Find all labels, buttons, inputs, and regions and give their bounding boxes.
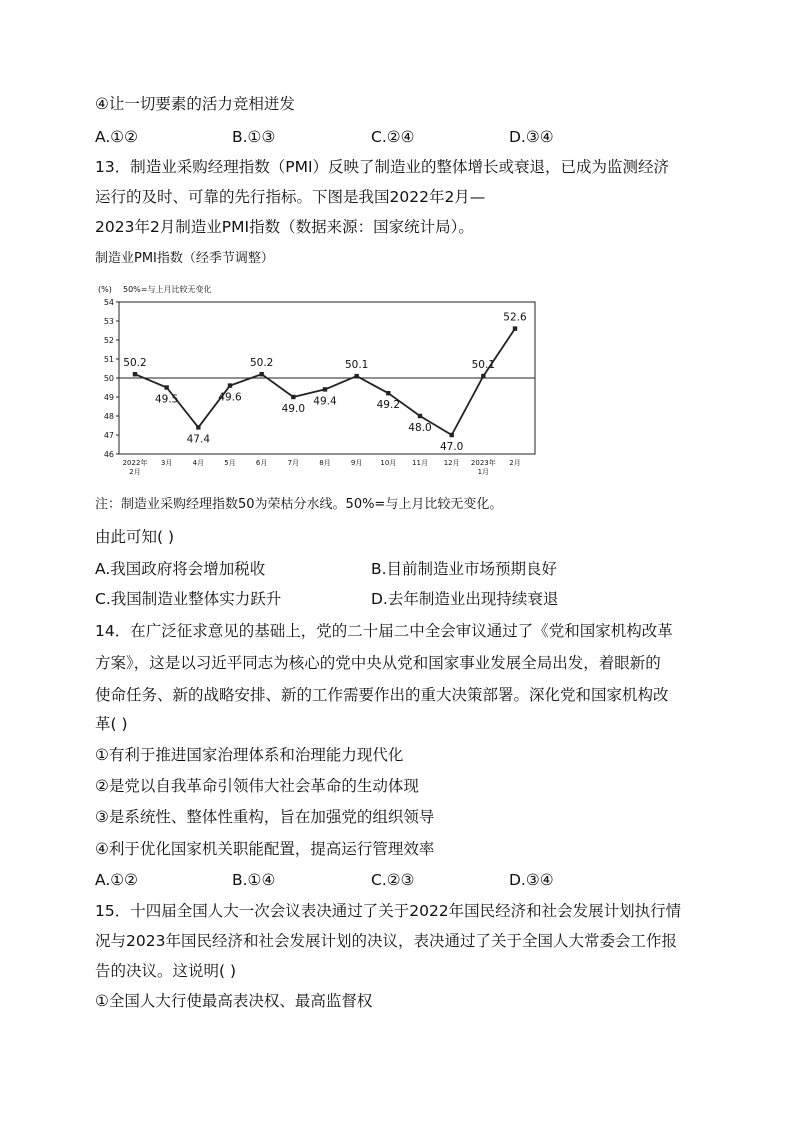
y-axis-unit-label: (%) bbox=[98, 285, 112, 294]
q15-stem-line-2: 况与2023年国民经济和社会发展计划的决议，表决通过了关于全国人大常委会工作报 bbox=[95, 932, 677, 950]
data-label: 47.4 bbox=[186, 433, 211, 446]
data-point bbox=[449, 433, 453, 437]
q13-prompt: 由此可知( ) bbox=[95, 528, 175, 546]
x-tick-label: 3月 bbox=[160, 459, 173, 467]
q14-stem-line-4: 革( ) bbox=[95, 715, 128, 733]
chart-title: 制造业PMI指数（经季节调整） bbox=[95, 251, 274, 266]
y-tick-label: 46 bbox=[103, 450, 114, 459]
y-tick-label: 51 bbox=[103, 355, 114, 364]
data-label: 49.6 bbox=[218, 391, 242, 404]
data-point bbox=[133, 372, 137, 376]
q12-option-a[interactable]: A.①② bbox=[95, 128, 139, 146]
y-tick-label: 50 bbox=[103, 374, 114, 383]
data-point bbox=[386, 391, 390, 395]
chart-note: 注：制造业采购经理指数50为荣枯分水线。50%=与上月比较无变化。 bbox=[95, 497, 503, 512]
q13-option-b[interactable]: B.目前制造业市场预期良好 bbox=[371, 560, 558, 578]
q13-stem-line-1: 13．制造业采购经理指数（PMI）反映了制造业的整体增长或衰退，已成为监测经济 bbox=[95, 158, 670, 176]
x-tick-label: 2月 bbox=[509, 459, 521, 467]
data-label: 47.0 bbox=[439, 441, 464, 453]
data-point bbox=[323, 387, 327, 391]
x-tick-label: 2022年 2月 bbox=[122, 459, 148, 476]
q14-item-3: ③是系统性、整体性重构，旨在加强党的组织领导 bbox=[95, 808, 435, 826]
q12-options bbox=[95, 126, 695, 148]
q14-stem-line-2: 方案》，这是以习近平同志为核心的党中央从党和国家事业发展全局出发，着眼新的 bbox=[95, 654, 661, 672]
pmi-line-chart bbox=[95, 278, 545, 488]
q12-option-b[interactable]: B.①③ bbox=[232, 128, 276, 146]
q13-option-a[interactable]: A.我国政府将会增加税收 bbox=[95, 560, 266, 578]
x-tick-label: 5月 bbox=[224, 459, 236, 467]
q15-stem-line-1: 15．十四届全国人大一次会议表决通过了关于2022年国民经济和社会发展计划执行情 bbox=[95, 902, 682, 920]
x-tick-label: 12月 bbox=[443, 459, 460, 467]
q14-item-2: ②是党以自我革命引领伟大社会革命的生动体现 bbox=[95, 777, 419, 795]
data-point bbox=[481, 374, 485, 378]
q14-option-b[interactable]: B.①④ bbox=[232, 871, 276, 889]
q12-item-4: ④让一切要素的活力竞相迸发 bbox=[95, 95, 295, 113]
data-label: 49.5 bbox=[154, 393, 179, 406]
q14-stem-line-1: 14．在广泛征求意见的基础上，党的二十届二中全会审议通过了《党和国家机构改革 bbox=[95, 622, 673, 640]
data-point bbox=[228, 383, 232, 387]
data-label: 50.1 bbox=[344, 359, 369, 372]
q12-option-d[interactable]: D.③④ bbox=[509, 128, 554, 146]
y-tick-label: 52 bbox=[103, 336, 114, 345]
q13-options-row-1 bbox=[95, 558, 695, 580]
chart-legend-note: 50%=与上月比较无变化 bbox=[123, 285, 212, 294]
y-tick-label: 54 bbox=[103, 298, 114, 307]
data-label: 50.2 bbox=[123, 357, 147, 370]
data-point bbox=[418, 414, 422, 418]
q14-option-c[interactable]: C.②③ bbox=[371, 871, 415, 889]
y-tick-label: 49 bbox=[103, 393, 114, 402]
data-label: 49.2 bbox=[376, 399, 401, 412]
data-label: 52.6 bbox=[503, 311, 527, 324]
y-tick-label: 47 bbox=[103, 431, 114, 440]
q13-options-row-2 bbox=[95, 588, 695, 610]
x-tick-label: 8月 bbox=[319, 459, 331, 467]
data-point bbox=[196, 425, 200, 429]
data-point bbox=[291, 395, 295, 399]
data-label: 48.0 bbox=[408, 422, 432, 434]
data-point bbox=[354, 374, 358, 378]
q14-options bbox=[95, 869, 695, 891]
x-tick-label: 4月 bbox=[192, 459, 205, 467]
x-tick-label: 10月 bbox=[380, 459, 397, 467]
q15-stem-line-3: 告的决议。这说明( ) bbox=[95, 962, 237, 980]
q13-stem-line-2: 运行的及时、可靠的先行指标。下图是我国2022年2月— bbox=[95, 188, 486, 206]
q13-option-d[interactable]: D.去年制造业出现持续衰退 bbox=[371, 590, 559, 608]
q14-item-1: ①有利于推进国家治理体系和治理能力现代化 bbox=[95, 746, 404, 764]
y-tick-label: 53 bbox=[103, 317, 114, 326]
q14-item-4: ④利于优化国家机关职能配置，提高运行管理效率 bbox=[95, 840, 435, 858]
q13-option-c[interactable]: C.我国制造业整体实力跃升 bbox=[95, 590, 282, 608]
data-point bbox=[164, 385, 168, 389]
data-label: 50.2 bbox=[249, 357, 274, 370]
x-tick-label: 11月 bbox=[412, 459, 428, 467]
q14-option-d[interactable]: D.③④ bbox=[509, 871, 554, 889]
q14-stem-line-3: 使命任务、新的战略安排、新的工作需要作出的重大决策部署。深化党和国家机构改 bbox=[95, 686, 669, 704]
pmi-series-line bbox=[135, 329, 515, 435]
x-tick-label: 2023年 1月 bbox=[470, 459, 496, 476]
data-point bbox=[513, 326, 517, 330]
q12-option-c[interactable]: C.②④ bbox=[371, 128, 415, 146]
q13-stem-line-3: 2023年2月制造业PMI指数（数据来源：国家统计局）。 bbox=[95, 218, 474, 236]
data-label: 49.0 bbox=[281, 403, 306, 415]
data-label: 50.1 bbox=[471, 359, 496, 372]
q15-item-1: ①全国人大行使最高表决权、最高监督权 bbox=[95, 992, 373, 1010]
y-tick-label: 48 bbox=[103, 412, 114, 421]
x-tick-label: 6月 bbox=[255, 459, 268, 467]
data-point bbox=[259, 372, 263, 376]
x-tick-label: 7月 bbox=[287, 459, 300, 467]
x-tick-label: 9月 bbox=[350, 459, 363, 467]
data-label: 49.4 bbox=[313, 395, 337, 408]
q14-option-a[interactable]: A.①② bbox=[95, 871, 139, 889]
